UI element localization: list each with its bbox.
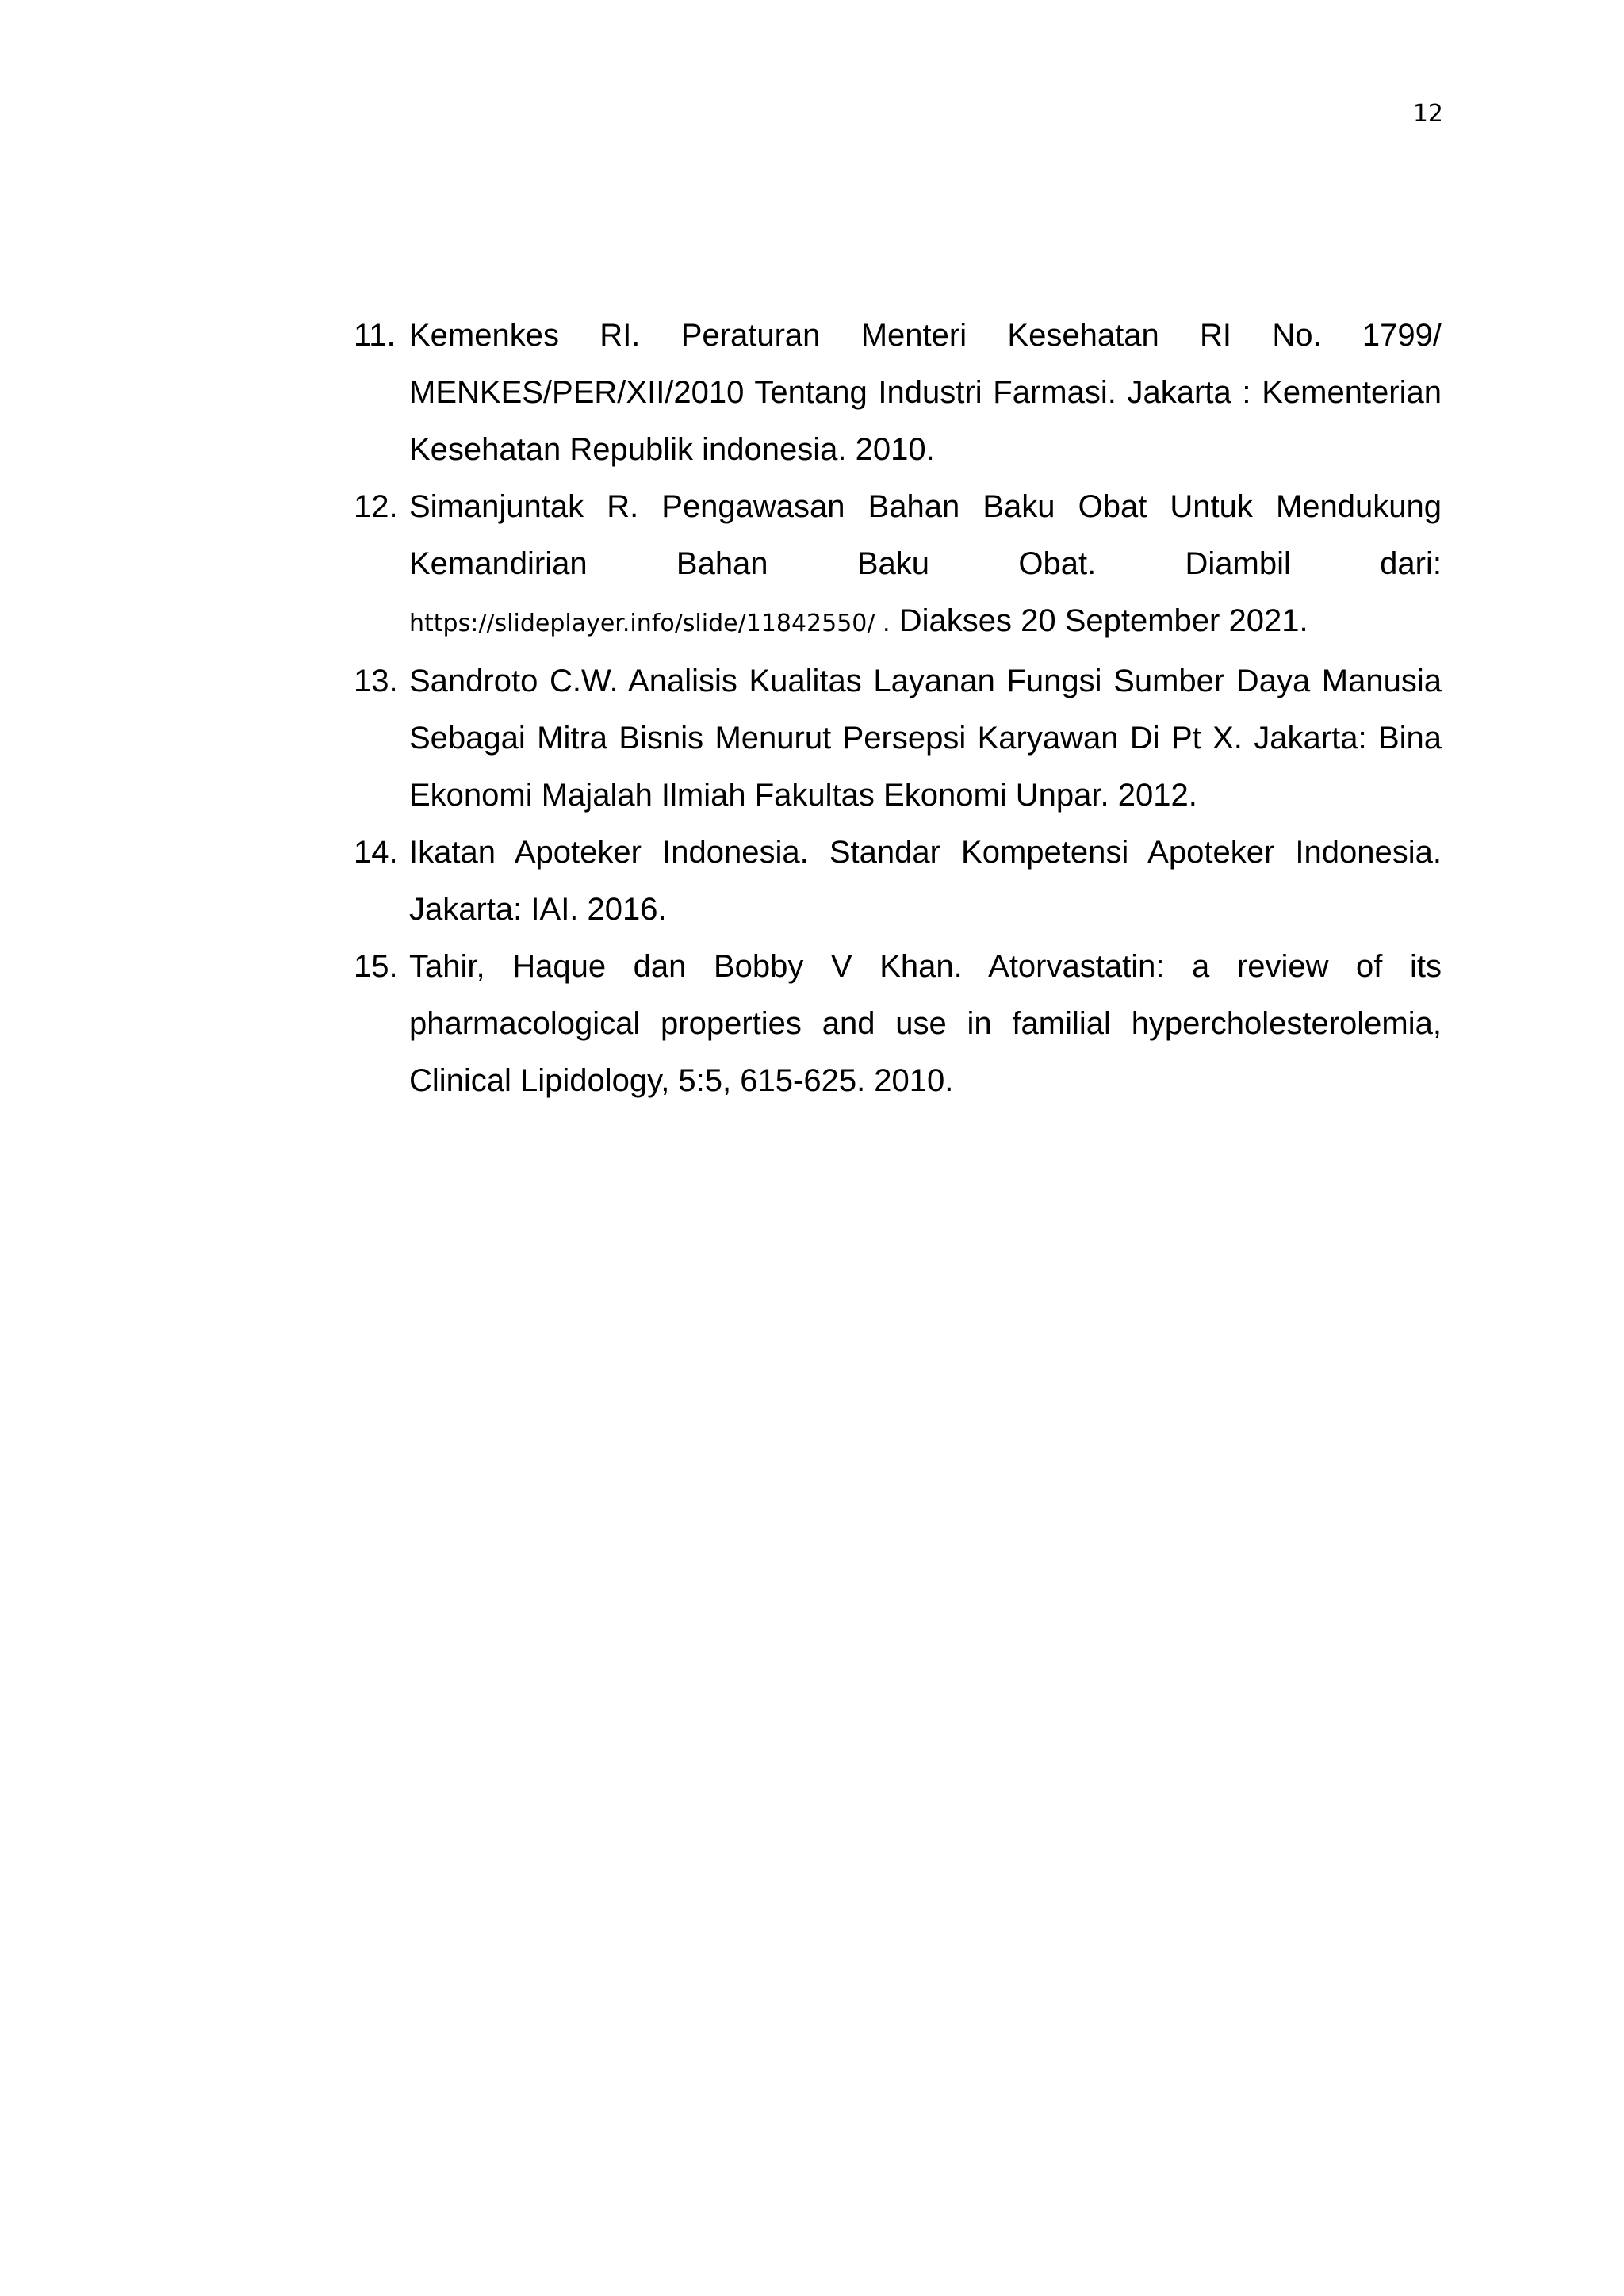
reference-number: 14. (354, 835, 398, 870)
reference-item-11 (354, 307, 1442, 478)
reference-text: Ikatan Apoteker Indonesia. Standar Kompetensi Apoteker Indonesia. Jakarta: IAI. 2016. (409, 835, 1442, 927)
reference-access-date: Diakses 20 September 2021. (898, 603, 1308, 638)
reference-list (354, 307, 1442, 1109)
reference-number: 11. (354, 318, 396, 353)
reference-item-13 (354, 652, 1442, 824)
page-number: 12 (1412, 100, 1443, 128)
reference-number: 15. (354, 949, 398, 984)
reference-url: https://slideplayer.info/slide/11842550/ . (409, 610, 891, 637)
reference-text: Simanjuntak R. Pengawasan Bahan Baku Obat Untuk Mendukung Kemandirian Bahan Baku Obat. Diambil dari: (409, 489, 1442, 581)
reference-text: Kemenkes RI. Peraturan Menteri Kesehatan RI No. 1799/ MENKES/PER/XII/2010 Tentang Industri Farmasi. Jakarta : Kementerian Kesehatan Republik indonesia. 2010. (409, 318, 1442, 467)
reference-text: Tahir, Haque dan Bobby V Khan. Atorvastatin: a review of its pharmacological properties and use in familial hypercholesterolemia, Clinical Lipidology, 5:5, 615-625. 2010. (409, 949, 1442, 1098)
reference-number: 12. (354, 489, 398, 524)
reference-item-14 (354, 824, 1442, 938)
reference-number: 13. (354, 664, 398, 698)
reference-item-15 (354, 938, 1442, 1109)
reference-text: Sandroto C.W. Analisis Kualitas Layanan Fungsi Sumber Daya Manusia Sebagai Mitra Bisnis Menurut Persepsi Karyawan Di Pt X. Jakarta: Bina Ekonomi Majalah Ilmiah Fakultas Ekonomi Unpar. 2012. (409, 664, 1442, 813)
reference-item-12 (354, 478, 1442, 652)
